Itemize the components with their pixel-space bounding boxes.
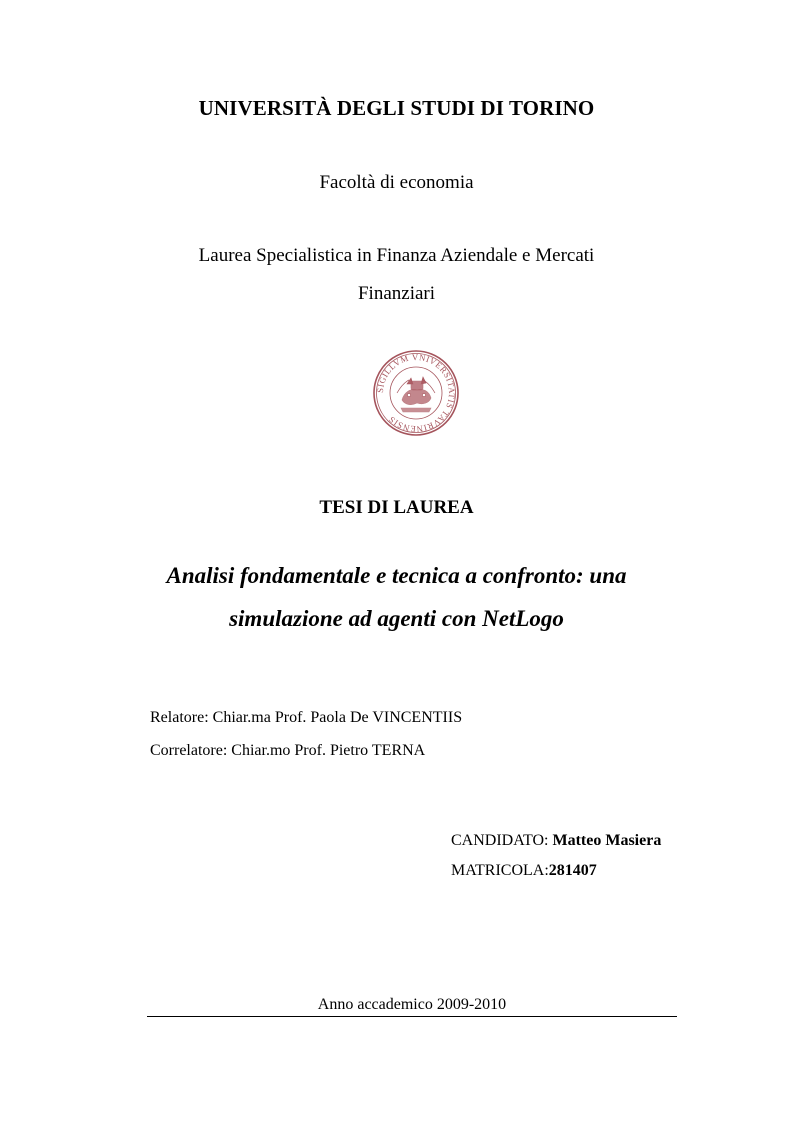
correlatore: Correlatore: Chiar.mo Prof. Pietro TERNA [150,742,426,759]
relatore: Relatore: Chiar.ma Prof. Paola De VINCENTIIS [150,709,463,726]
candidate-label: CANDIDATO: [451,832,553,849]
degree-line-2: Finanziari [357,283,436,304]
university-name: UNIVERSITÀ DEGLI STUDI DI TORINO [198,96,595,120]
faculty-name: Facoltà di economia [319,172,474,193]
thesis-title-line-1: Analisi fondamentale e tecnica a confronto: una [166,563,627,588]
footer-rule [147,1016,677,1017]
matricola-label: MATRICOLA: [451,862,549,879]
thesis-type: TESI DI LAUREA [319,497,474,518]
matricola-line [451,862,597,880]
academic-year: Anno accademico 2009-2010 [317,996,507,1013]
seal-lettering: SIGILLVM VNIVERSITATIS TAVRINENSIS [374,351,458,435]
candidate-line [451,832,661,850]
university-seal-icon [371,348,461,438]
candidate-name: Matteo Masiera [552,832,662,849]
matricola-number: 281407 [548,862,597,879]
thesis-title-line-2: simulazione ad agenti con NetLogo [229,606,564,631]
degree-line-1: Laurea Specialistica in Finanza Aziendale e Mercati [198,245,595,266]
